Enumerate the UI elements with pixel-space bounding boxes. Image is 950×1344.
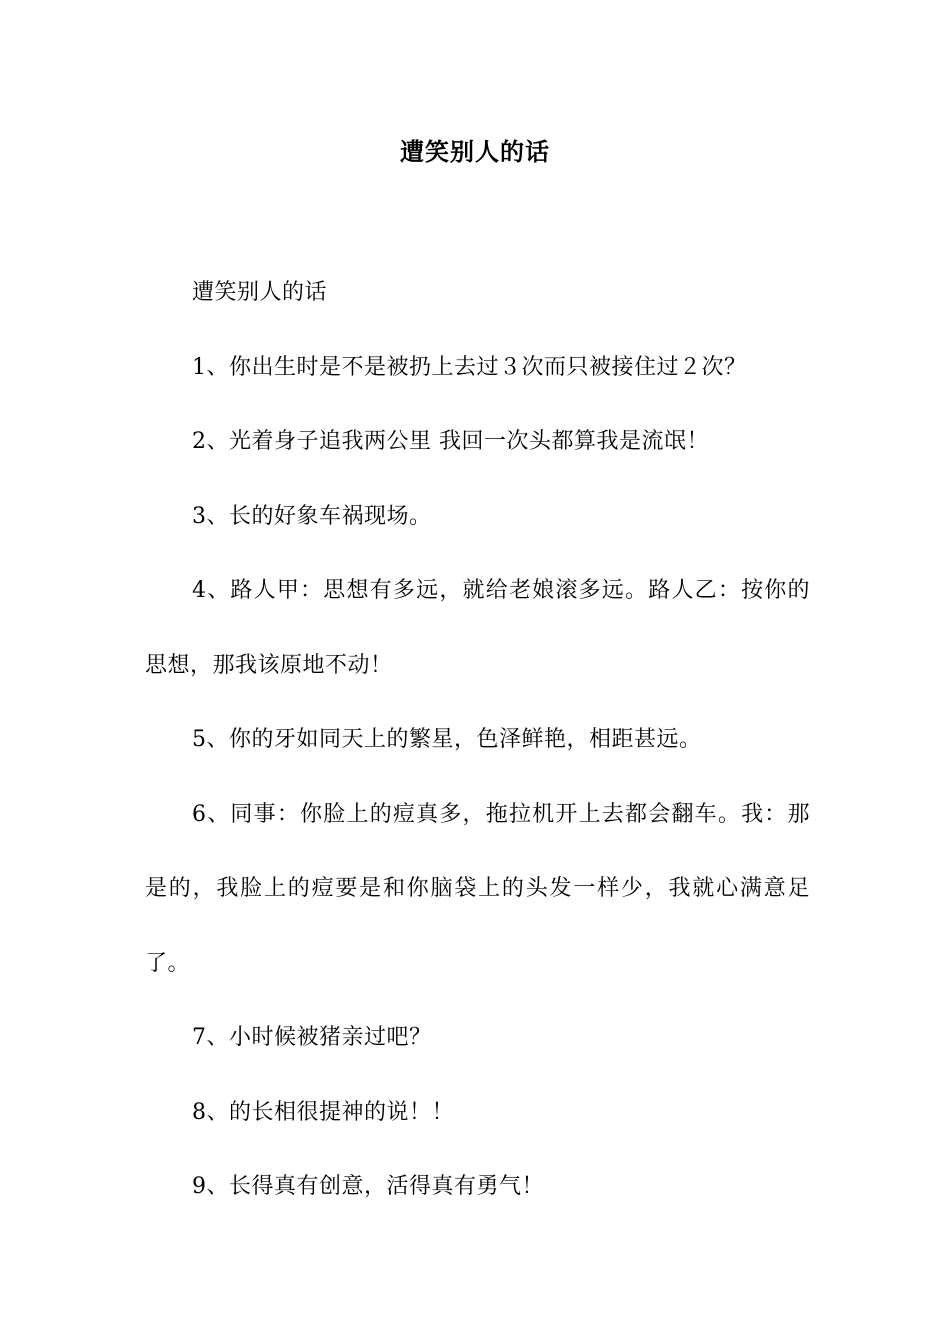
document-body	[145, 256, 810, 1225]
paragraph-item-6: 6、同事：你脸上的痘真多，拖拉机开上去都会翻车。我：那是的，我脸上的痘要是和你脑袋上的头发一样少，我就心满意足了。	[145, 801, 810, 976]
paragraph-item-5: 5、你的牙如同天上的繁星，色泽鲜艳，相距甚远。	[192, 727, 702, 752]
document-title: 遭笑别人的话	[400, 137, 550, 166]
paragraph-item-1: 1、你出生时是不是被扔上去过３次而只被接住过２次？	[192, 354, 747, 380]
paragraph-item-7: 7、小时候被猪亲过吧？	[192, 1025, 432, 1050]
paragraph-heading: 遭笑别人的话	[192, 280, 328, 305]
paragraph-item-4: 4、路人甲：思想有多远，就给老娘滚多远。路人乙：按你的思想，那我该原地不动！	[145, 578, 810, 678]
paragraph-item-8: 8、的长相很提神的说！！	[192, 1099, 454, 1125]
paragraph-item-3: 3、长的好象车祸现场。	[192, 503, 432, 529]
paragraph-item-9: 9、长得真有创意，活得真有勇气！	[192, 1174, 544, 1199]
paragraph-item-2: 2、光着身子追我两公里 我回一次头都算我是流氓！	[192, 429, 709, 454]
